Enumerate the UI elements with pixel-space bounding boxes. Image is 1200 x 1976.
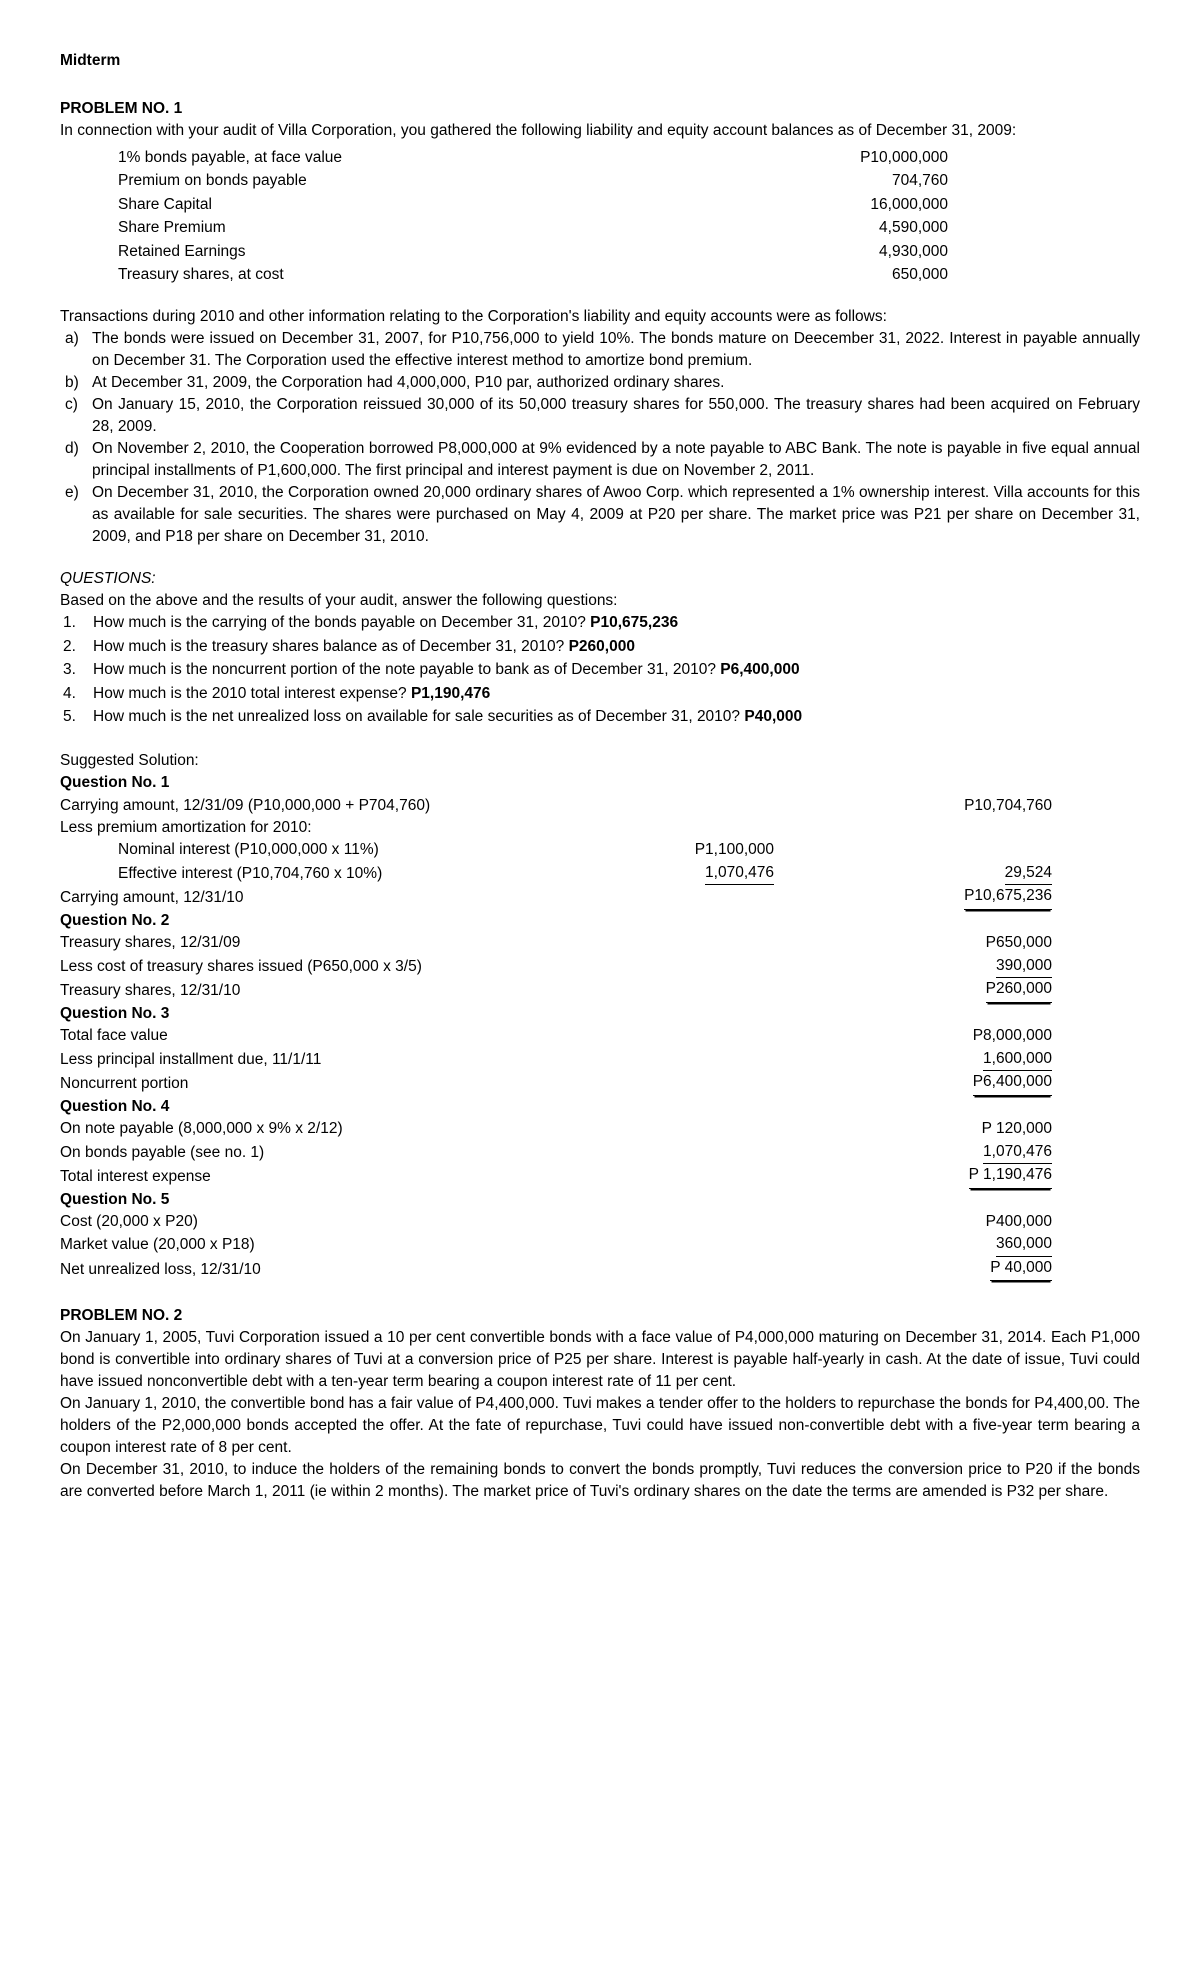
question-body bbox=[93, 659, 1140, 681]
solution-row bbox=[60, 885, 1140, 909]
transaction-text: On December 31, 2010, the Corporation owned 20,000 ordinary shares of Awoo Corp. which represented a 1% ownership interest. Villa accounts for this as available for sale securities. The shares were purchased on May 4, 2009 at P20 per share. The market price was P21 per share on December 31, 2009, and P18 per share on December 31, 2010. bbox=[92, 484, 1140, 546]
transaction-item bbox=[60, 438, 1140, 482]
transaction-marker: a) bbox=[65, 330, 79, 348]
solution-table bbox=[60, 1025, 1140, 1095]
solution-description: Carrying amount, 12/31/10 bbox=[60, 889, 244, 907]
question-answer: P1,190,476 bbox=[410, 684, 491, 702]
question-marker: 1. bbox=[63, 614, 76, 632]
question-answer: P260,000 bbox=[568, 637, 635, 655]
solution-description: On bonds payable (see no. 1) bbox=[60, 1143, 265, 1161]
solution-right-amount: P400,000 bbox=[985, 1212, 1052, 1230]
solution-description: Nominal interest (P10,000,000 x 11%) bbox=[118, 841, 379, 859]
transaction-text: On January 15, 2010, the Corporation reissued 30,000 of its 50,000 treasury shares for 550,000. The treasury shares had been acquired on February 28, 2009. bbox=[92, 396, 1140, 436]
solution-right-amount: 360,000 bbox=[852, 1233, 1140, 1256]
question-body bbox=[93, 683, 1140, 705]
solution-middle-amount bbox=[584, 1233, 852, 1256]
balance-row bbox=[60, 146, 1140, 169]
solution-middle-amount bbox=[584, 1048, 852, 1071]
problem-1-intro: In connection with your audit of Villa Corporation, you gathered the following liability and equity account balances as of December 31, 2009: bbox=[60, 122, 1017, 139]
solution-middle-amount: 1,070,476 bbox=[584, 862, 852, 885]
solution-row bbox=[60, 1257, 1140, 1281]
solutions-container bbox=[60, 772, 1140, 1281]
transaction-text: At December 31, 2009, the Corporation had 4,000,000, P10 par, authorized ordinary shares. bbox=[92, 374, 725, 392]
transaction-marker: c) bbox=[65, 396, 78, 414]
solution-middle-amount bbox=[584, 1071, 852, 1095]
question-text: How much is the carrying of the bonds payable on December 31, 2010? bbox=[93, 614, 591, 632]
solution-table bbox=[60, 1211, 1140, 1281]
problem-2-paragraph: On December 31, 2010, to induce the holders of the remaining bonds to convert the bonds promptly, Tuvi reduces the conversion price to P20 if the bonds are converted before March 1, 2011 (ie within 2 months). The market price of Tuvi's ordinary shares on the date the terms are amended is P32 per share. bbox=[60, 1461, 1140, 1501]
solution-middle-amount bbox=[584, 1211, 852, 1233]
balance-label: Retained Earnings bbox=[118, 242, 246, 260]
solution-right-amount: P650,000 bbox=[985, 934, 1052, 952]
solution-row bbox=[60, 1071, 1140, 1095]
question-item bbox=[60, 636, 1140, 658]
question-marker: 2. bbox=[63, 637, 76, 655]
question-answer: P40,000 bbox=[744, 708, 803, 726]
problem-2-heading: PROBLEM NO. 2 bbox=[60, 1307, 183, 1325]
solution-row bbox=[60, 839, 1140, 861]
solution-middle-amount bbox=[584, 1025, 852, 1047]
balance-amount: 704,760 bbox=[891, 172, 948, 190]
document-title: Midterm bbox=[60, 52, 121, 69]
solution-right-amount: P10,704,760 bbox=[964, 796, 1052, 814]
solution-middle-amount bbox=[584, 885, 852, 909]
solution-middle-amount bbox=[584, 1141, 852, 1164]
question-item bbox=[60, 612, 1140, 634]
solution-heading: Question No. 2 bbox=[60, 911, 170, 929]
solution-middle-amount bbox=[584, 955, 852, 978]
solution-heading: Question No. 5 bbox=[60, 1190, 170, 1208]
solution-description: Treasury shares, 12/31/10 bbox=[60, 982, 241, 1000]
solution-right-amount: P 1,190,476 bbox=[852, 1164, 1140, 1188]
question-item bbox=[60, 706, 1140, 728]
balance-label: Treasury shares, at cost bbox=[118, 265, 284, 283]
solution-middle-amount bbox=[584, 817, 852, 839]
balance-row bbox=[60, 263, 1140, 286]
solution-middle-amount bbox=[584, 932, 852, 954]
question-item bbox=[60, 659, 1140, 681]
solution-row bbox=[60, 1048, 1140, 1071]
solution-row bbox=[60, 1233, 1140, 1256]
solution-heading: Question No. 1 bbox=[60, 774, 170, 792]
solution-row bbox=[60, 1025, 1140, 1047]
transactions-intro: Transactions during 2010 and other information relating to the Corporation's liability and equity accounts were as follows: bbox=[60, 308, 887, 326]
problem-1-heading: PROBLEM NO. 1 bbox=[60, 100, 183, 117]
solution-right-amount: 1,600,000 bbox=[852, 1048, 1140, 1071]
problem-2-paragraph: On January 1, 2010, the convertible bond has a fair value of P4,400,000. Tuvi makes a tender offer to the holders to repurchase the bonds for P4,400,00. The holders of the P2,000,000 bonds accepted the offer. At the fate of repurchase, Tuvi could have issued non-convertible debt with a five-year term bearing a coupon interest rate of 8 per cent. bbox=[60, 1395, 1140, 1457]
solution-middle-amount bbox=[584, 978, 852, 1002]
balance-amount: 4,930,000 bbox=[879, 242, 948, 260]
solution-heading: Question No. 4 bbox=[60, 1097, 170, 1115]
balance-amount: 650,000 bbox=[891, 265, 948, 283]
solution-description: Noncurrent portion bbox=[60, 1075, 189, 1093]
balance-label: Share Capital bbox=[118, 195, 212, 213]
transaction-item bbox=[60, 482, 1140, 548]
solution-table bbox=[60, 932, 1140, 1002]
solution-row bbox=[60, 1164, 1140, 1188]
solution-right-amount: P8,000,000 bbox=[972, 1027, 1052, 1045]
solution-label: Suggested Solution: bbox=[60, 751, 199, 769]
balance-label: Premium on bonds payable bbox=[118, 172, 307, 190]
transaction-text: On November 2, 2010, the Cooperation borrowed P8,000,000 at 9% evidenced by a note payable to ABC Bank. The note is payable in five equal annual principal installments of P1,600,000. The first principal and interest payment is due on November 2, 2011. bbox=[92, 440, 1140, 480]
solution-description: Less premium amortization for 2010: bbox=[60, 819, 312, 836]
questions-intro: Based on the above and the results of your audit, answer the following questions: bbox=[60, 592, 618, 610]
solution-description: On note payable (8,000,000 x 9% x 2/12) bbox=[60, 1120, 343, 1138]
balance-amount: 4,590,000 bbox=[879, 219, 948, 237]
solution-description: Less principal installment due, 11/1/11 bbox=[60, 1050, 322, 1068]
questions-list bbox=[60, 612, 1140, 728]
question-answer: P10,675,236 bbox=[590, 614, 679, 632]
transaction-marker: d) bbox=[65, 440, 79, 458]
balance-label: Share Premium bbox=[118, 219, 226, 237]
solution-description: Market value (20,000 x P18) bbox=[60, 1236, 255, 1254]
transaction-item bbox=[60, 394, 1140, 438]
solution-middle-amount bbox=[584, 795, 852, 817]
question-text: How much is the net unrealized loss on available for sale securities as of December 31, 2010? bbox=[93, 708, 745, 726]
solution-right-amount: 390,000 bbox=[852, 955, 1140, 978]
questions-label: QUESTIONS: bbox=[60, 570, 156, 588]
transaction-item bbox=[60, 372, 1140, 394]
problem-2-paragraph: On January 1, 2005, Tuvi Corporation issued a 10 per cent convertible bonds with a face value of P4,000,000 maturing on December 31, 2014. Each P1,000 bond is convertible into ordinary shares of Tuvi at a conversion price of P25 per share. Interest is payable half-yearly in cash. At the date of issue, Tuvi could have issued nonconvertible debt with a ten-year term bearing a coupon interest rate of 11 per cent. bbox=[60, 1329, 1140, 1391]
solution-right-amount: 1,070,476 bbox=[852, 1141, 1140, 1164]
solution-right-amount: P10,675,236 bbox=[852, 885, 1140, 909]
question-marker: 3. bbox=[63, 661, 76, 679]
balance-amount: 16,000,000 bbox=[870, 195, 948, 213]
transaction-marker: e) bbox=[65, 484, 79, 502]
solution-right-amount: P 40,000 bbox=[852, 1257, 1140, 1281]
balance-label: 1% bonds payable, at face value bbox=[118, 149, 343, 166]
balance-row bbox=[60, 169, 1140, 192]
solution-middle-amount bbox=[584, 1164, 852, 1188]
question-text: How much is the 2010 total interest expense? bbox=[93, 684, 411, 702]
solution-row bbox=[60, 795, 1140, 817]
question-marker: 4. bbox=[63, 684, 76, 702]
solution-description: Cost (20,000 x P20) bbox=[60, 1212, 198, 1230]
solution-right-amount: P 120,000 bbox=[981, 1120, 1052, 1138]
transactions-list bbox=[60, 328, 1140, 548]
solution-table bbox=[60, 1118, 1140, 1188]
balance-row bbox=[60, 216, 1140, 239]
balance-amount: P10,000,000 bbox=[860, 149, 948, 166]
solution-right-amount: P260,000 bbox=[852, 978, 1140, 1002]
solution-right-amount: 29,524 bbox=[852, 862, 1140, 885]
question-marker: 5. bbox=[63, 708, 76, 726]
question-body bbox=[93, 612, 1140, 634]
solution-row bbox=[60, 978, 1140, 1002]
opening-balances-table bbox=[60, 146, 1140, 286]
solution-row bbox=[60, 817, 1140, 839]
solution-row bbox=[60, 862, 1140, 885]
solution-description: Total interest expense bbox=[60, 1168, 211, 1186]
transaction-item bbox=[60, 328, 1140, 372]
solution-middle-amount bbox=[584, 1118, 852, 1140]
solution-description: Less cost of treasury shares issued (P650,000 x 3/5) bbox=[60, 957, 422, 975]
solution-right-amount: P6,400,000 bbox=[852, 1071, 1140, 1095]
solution-right-amount bbox=[852, 817, 1140, 839]
problem-2-body bbox=[60, 1327, 1140, 1503]
question-body bbox=[93, 636, 1140, 658]
solution-description: Total face value bbox=[60, 1027, 168, 1045]
solution-middle-amount bbox=[584, 1257, 852, 1281]
solution-description: Effective interest (P10,704,760 x 10%) bbox=[118, 864, 383, 882]
solution-heading: Question No. 3 bbox=[60, 1004, 170, 1022]
solution-description: Carrying amount, 12/31/09 (P10,000,000 + P704,760) bbox=[60, 796, 431, 814]
question-body bbox=[93, 706, 1140, 728]
transaction-text: The bonds were issued on December 31, 2007, for P10,756,000 to yield 10%. The bonds mature on Deecember 31, 2022. Interest in payable annually on December 31. The Corporation used the effective interest method to amortize bond premium. bbox=[92, 330, 1140, 370]
balance-row bbox=[60, 193, 1140, 216]
solution-middle-amount: P1,100,000 bbox=[694, 841, 774, 859]
solution-description: Treasury shares, 12/31/09 bbox=[60, 934, 241, 952]
solution-description: Net unrealized loss, 12/31/10 bbox=[60, 1260, 261, 1278]
solution-row bbox=[60, 932, 1140, 954]
question-answer: P6,400,000 bbox=[720, 661, 800, 679]
question-text: How much is the treasury shares balance as of December 31, 2010? bbox=[93, 637, 569, 655]
solution-right-amount bbox=[852, 839, 1140, 861]
solution-row bbox=[60, 955, 1140, 978]
solution-row bbox=[60, 1211, 1140, 1233]
solution-table bbox=[60, 795, 1140, 910]
balance-row bbox=[60, 240, 1140, 263]
solution-row bbox=[60, 1118, 1140, 1140]
question-item bbox=[60, 683, 1140, 705]
transaction-marker: b) bbox=[65, 374, 79, 392]
question-text: How much is the noncurrent portion of the note payable to bank as of December 31, 2010? bbox=[93, 661, 721, 679]
solution-row bbox=[60, 1141, 1140, 1164]
